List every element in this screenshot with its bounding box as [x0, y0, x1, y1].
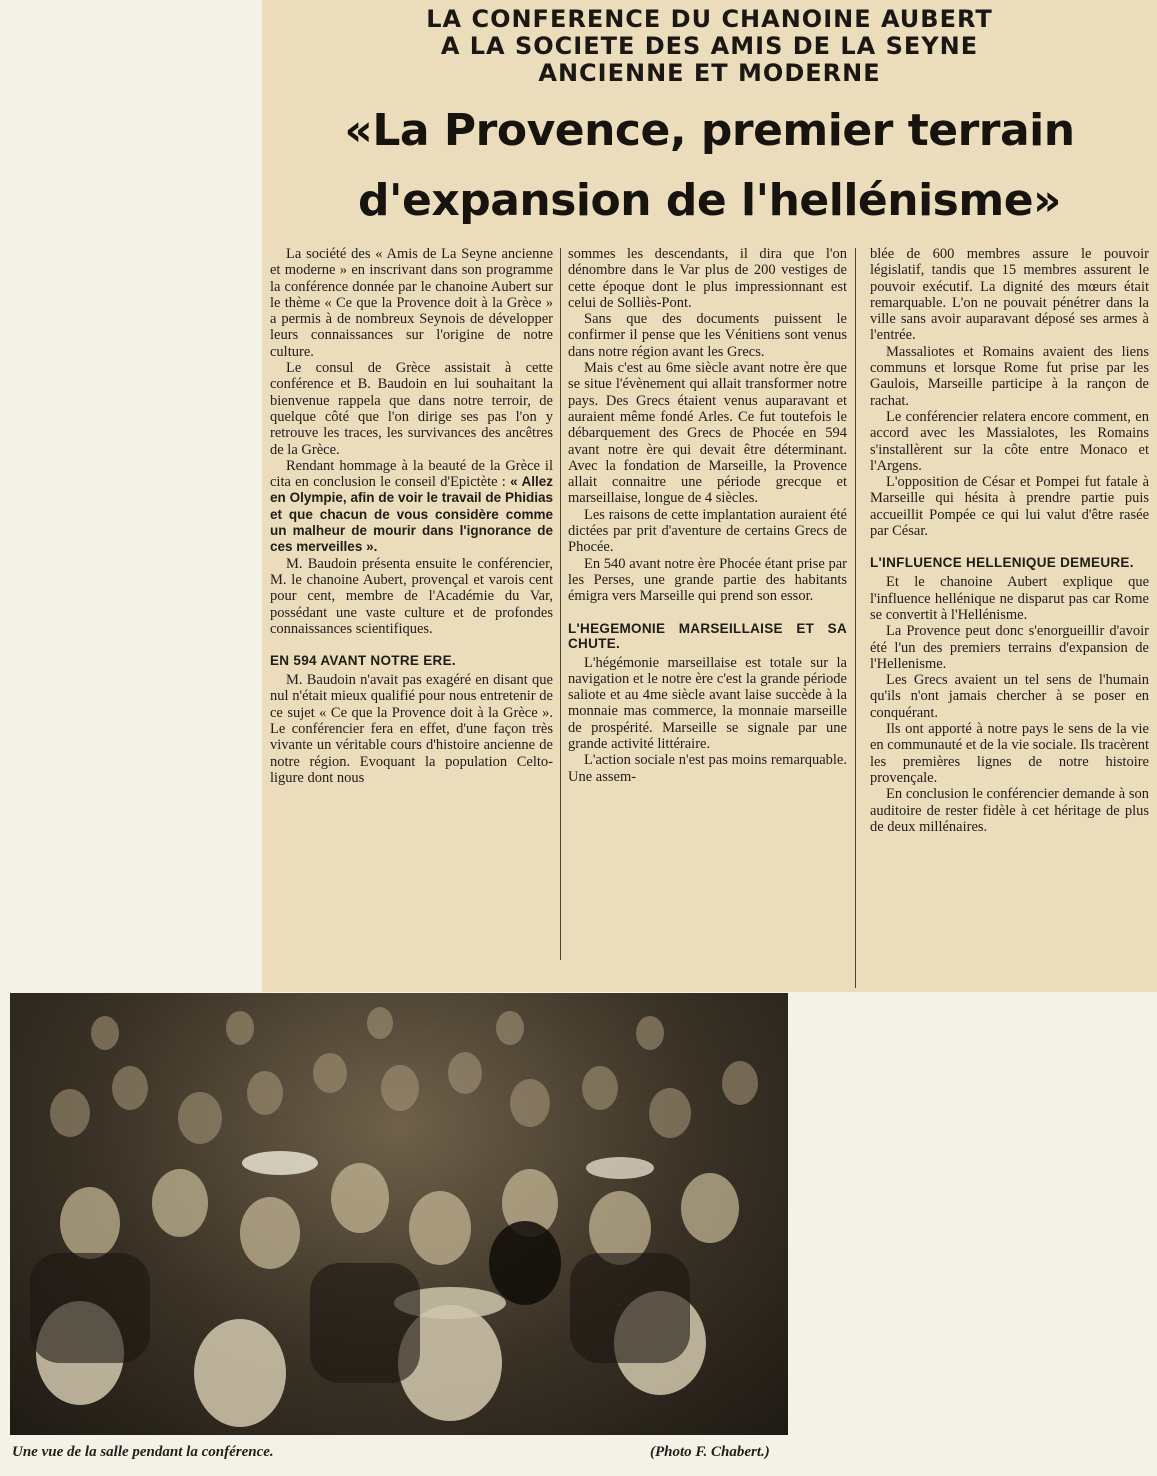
- article-kicker: [262, 6, 1157, 87]
- paragraph: La société des « Amis de La Seyne ancienne et moderne » en inscrivant dans son programme la conférence donnée par le chanoine Aubert sur le thème « Ce que la Provence doit à la Grèce » a permis à de nombreux Seynois de développer leurs connaissances sur l'origine de notre culture.: [270, 246, 553, 360]
- paragraph: Les Grecs avaient un tel sens de l'humain qu'ils n'ont jamais chercher à se poser en conquérant.: [870, 672, 1149, 721]
- kicker-line-3: ANCIENNE ET MODERNE: [538, 59, 881, 87]
- audience-photo: [10, 993, 788, 1435]
- kicker-line-2: A LA SOCIETE DES AMIS DE LA SEYNE: [440, 32, 979, 60]
- headline-line-2: d'expansion de l'hellénisme»: [358, 175, 1061, 226]
- photo-caption: Une vue de la salle pendant la conférence.: [12, 1444, 274, 1460]
- kicker-line-1: LA CONFERENCE DU CHANOINE AUBERT: [426, 5, 993, 33]
- column-rule-2: [855, 248, 856, 988]
- paragraph: Mais c'est au 6me siècle avant notre ère que se situe l'évènement qui allait transformer notre pays. Des Grecs étaient venus auparavant et auraient même fondé Arles. Ce fut toutefois le débarquement des Grecs de Phocée en 594 avant notre ère qui devait être déterminant. Avec la fondation de Marseille, la Provence allait connaitre une période grecque et marseillaise, longue de 4 siècles.: [568, 360, 847, 507]
- paragraph: Sans que des documents puissent le confirmer il pense que les Vénitiens sont venus dans notre région avant les Grecs.: [568, 311, 847, 360]
- paragraph: En 540 avant notre ère Phocée étant prise par les Perses, une grande partie des habitants émigra vers Marseille qui prend son essor.: [568, 555, 847, 605]
- paragraph: Les raisons de cette implantation auraient été dictées par prit d'aventure de certains Grecs de Phocée.: [568, 506, 847, 556]
- article-column-2: [568, 246, 847, 785]
- paragraph: Et le chanoine Aubert explique que l'influence hellénique ne disparut pas car Rome se convertit à l'Hellénisme.: [870, 574, 1149, 623]
- subheading: L'HEGEMONIE MARSEILLAISE ET SA CHUTE.: [568, 620, 847, 651]
- paragraph: M. Baudoin présenta ensuite le conférencier, M. le chanoine Aubert, provençal et varois cent pour cent, membre de l'Académie du Var, possédant une vaste culture et de profondes connaissances scientifiques.: [270, 555, 553, 637]
- paragraph-text: Rendant hommage à la beauté de la Grèce il cita en conclusion le conseil d'Epictète :: [270, 457, 553, 491]
- epictetus-quote: « Allez en Olympie, afin de voir le travail de Phidias et que chacun de vous considère comme un malheur de mourir dans l'ignorance de ces merveilles ».: [270, 474, 553, 555]
- paragraph: blée de 600 membres assure le pouvoir législatif, tandis que 15 membres assurent le pouvoir exécutif. La dignité des mœurs était remarquable. L'on ne pouvait pénétrer dans la ville sans avoir auparavant déposé ses armes à l'entrée.: [870, 246, 1149, 344]
- headline-line-1: «La Provence, premier terrain: [344, 105, 1075, 156]
- paragraph: L'action sociale n'est pas moins remarquable. Une assem-: [568, 752, 847, 785]
- paragraph: Le conférencier relatera encore comment, en accord avec les Massialotes, les Romains s'installèrent sur la côte entre Monaco et l'Argens.: [870, 408, 1149, 474]
- photo-credit: (Photo F. Chabert.): [650, 1444, 770, 1460]
- paragraph: L'hégémonie marseillaise est totale sur la navigation et le notre ère c'est la grande période saliote et au 4me siècle avant laise succède à la monnaie mas commerce, la monnaie marseille de prospérité. Marseille se signale par une grande activité littéraire.: [568, 654, 847, 753]
- paragraph: L'opposition de César et Pompei fut fatale à Marseille qui hésita à prendre partie puis accueillit Pompée ce qui lui valut d'être rasée par César.: [870, 474, 1149, 540]
- article-column-3: [870, 246, 1149, 835]
- paragraph: Ils ont apporté à notre pays le sens de la vie en communauté et de la vie sociale. Ils tracèrent les premières lignes de notre histoire provençale.: [870, 721, 1149, 786]
- article-headline: [262, 96, 1157, 236]
- subheading: EN 594 AVANT NOTRE ERE.: [270, 653, 456, 669]
- paragraph: sommes les descendants, il dira que l'on dénombre dans le Var plus de 200 vestiges de cette époque dont le plus impressionnant est celui de Solliès-Pont.: [568, 246, 847, 311]
- paragraph: M. Baudoin n'avait pas exagéré en disant que nul n'était mieux qualifié pour nous entretenir de ce sujet « Ce que la Provence doit à la Grèce ». Le conférencier fera en effet, d'une façon très vivante un véritable cours d'histoire ancienne de notre région. Evoquant la population Celto-ligure dont nous: [270, 672, 553, 786]
- column-rule-1: [560, 248, 561, 960]
- paragraph: En conclusion le conférencier demande à son auditoire de rester fidèle à cet héritage de plus de deux millénaires.: [870, 786, 1149, 835]
- article-column-1: [270, 246, 553, 786]
- audience-photo-drawing: [10, 993, 788, 1435]
- paragraph: [270, 458, 553, 556]
- paragraph: Le consul de Grèce assistait à cette conférence et B. Baudoin en lui souhaitant la bienvenue rappela que dans notre terroir, de quelque côté que l'on dirige ses pas l'on y retrouve les traces, les survivances des ancêtres de la Grèce.: [270, 360, 553, 458]
- paragraph: Massaliotes et Romains avaient des liens communs et lorsque Rome fut prise par les Gaulois, Marseille participe à la rançon de rachat.: [870, 343, 1149, 409]
- paragraph: La Provence peut donc s'enorgueillir d'avoir été l'un des premiers terrains d'expansion de l'Hellenisme.: [870, 623, 1149, 672]
- subheading: L'INFLUENCE HELLENIQUE DEMEURE.: [870, 555, 1134, 571]
